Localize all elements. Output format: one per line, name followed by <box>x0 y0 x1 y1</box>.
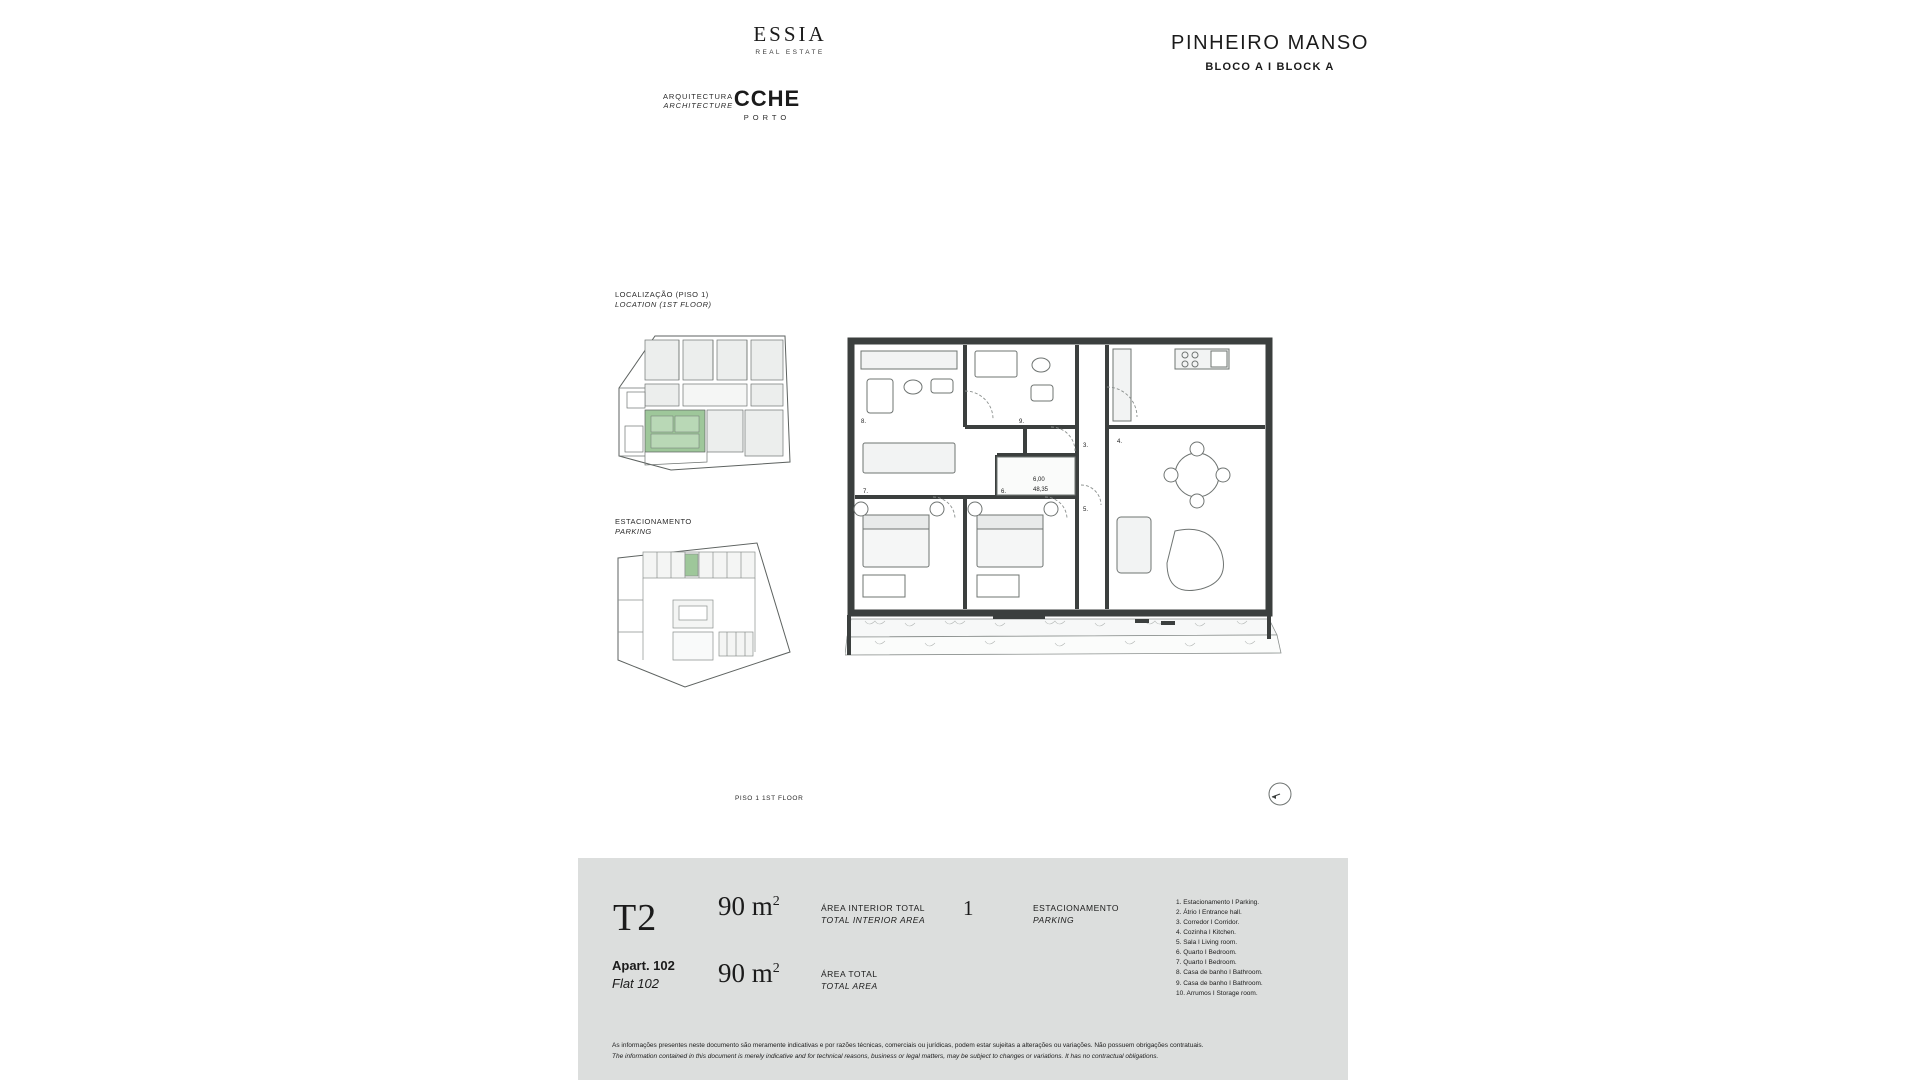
total-area-number: 90 m <box>718 958 773 988</box>
interior-area-label-pt: ÁREA INTERIOR TOTAL <box>821 903 925 913</box>
architect-city: PORTO <box>743 113 791 122</box>
summary-panel <box>578 858 1348 1080</box>
interior-area-number: 90 m <box>718 891 773 921</box>
brand-name: ESSIA <box>753 22 827 46</box>
typology-label: T2 <box>613 897 658 939</box>
disclaimer-en: The information contained in this document is merely indicative and for technical reasons, business or legal matters, may be subject to changes or variations. It has no contractual obligations. <box>612 1052 1159 1060</box>
total-area-exponent: 2 <box>772 961 780 976</box>
parking-caption-en: PARKING <box>615 527 652 537</box>
parking-count: 1 <box>963 896 974 920</box>
location-caption-en: LOCATION (1ST FLOOR) <box>615 300 712 310</box>
parking-caption-pt: ESTACIONAMENTO <box>615 517 692 526</box>
legend-item: 6. Quarto I Bedroom. <box>1176 949 1237 957</box>
main-floor-plan <box>845 335 1285 665</box>
project-block-label: BLOCO A I BLOCK A <box>1205 61 1335 73</box>
location-caption <box>615 290 712 310</box>
architecture-label-pt: ARQUITECTURA <box>663 92 733 101</box>
location-key-plan <box>615 330 793 475</box>
room-number-9: 9. <box>1019 419 1025 425</box>
total-area-value <box>718 958 780 989</box>
parking-label-en: PARKING <box>1033 915 1075 926</box>
legend-item: 4. Cozinha I Kitchen. <box>1176 929 1236 937</box>
parking-key-plan <box>615 540 793 690</box>
parking-caption <box>615 517 692 537</box>
interior-area-label-en: TOTAL INTERIOR AREA <box>821 915 926 926</box>
total-area-label-pt: ÁREA TOTAL <box>821 969 878 979</box>
legend-item: 8. Casa de banho I Bathroom. <box>1176 969 1263 977</box>
room-legend <box>1176 898 1263 999</box>
architecture-label-en: ARCHITECTURE <box>663 101 733 110</box>
room-number-3: 3. <box>1083 443 1089 449</box>
parking-label <box>1033 902 1119 927</box>
project-title-block <box>1060 32 1480 73</box>
parking-label-pt: ESTACIONAMENTO <box>1033 903 1120 913</box>
interior-area-value <box>718 891 780 922</box>
disclaimer <box>612 1040 1322 1062</box>
disclaimer-pt: As informações presentes neste documento são meramente indicativas e por razões técnicas, comerciais ou jurídicas, podem estar sujeitas a alterações ou variações. Não possuem obrigações contratuais. <box>612 1041 1204 1049</box>
legend-item: 7. Quarto I Bedroom. <box>1176 959 1237 967</box>
legend-item: 9. Casa de banho I Bathroom. <box>1176 979 1263 987</box>
brand-tagline: REAL ESTATE <box>755 49 825 56</box>
compass-icon <box>1264 778 1296 810</box>
brand-logo <box>700 22 880 56</box>
interior-area-exponent: 2 <box>772 894 780 909</box>
room-number-4: 4. <box>1117 439 1123 445</box>
room-area-2: 6,00 <box>1033 477 1045 483</box>
legend-item: 2. Átrio I Entrance hall. <box>1176 909 1242 917</box>
apartment-label-pt: Apart. 102 <box>612 958 675 973</box>
architect-logo <box>712 88 822 122</box>
page-title: PINHEIRO MANSO <box>1171 32 1369 54</box>
legend-item: 3. Corredor I Corridor. <box>1176 919 1240 927</box>
floor-note: PISO 1 1ST FLOOR <box>735 795 804 802</box>
architect-name: CCHE <box>733 86 801 111</box>
legend-item: 10. Arrumos I Storage room. <box>1176 989 1258 997</box>
room-number-5: 5. <box>1083 507 1089 513</box>
interior-area-label <box>821 902 925 927</box>
room-number-8: 8. <box>861 419 867 425</box>
total-area-label <box>821 968 878 993</box>
apartment-label-en: Flat 102 <box>612 976 659 991</box>
room-area-1: 48,35 <box>1033 487 1049 493</box>
total-area-label-en: TOTAL AREA <box>821 981 878 992</box>
legend-item: 1. Estacionamento I Parking. <box>1176 899 1260 906</box>
room-number-7: 7. <box>863 489 869 495</box>
room-number-6: 6. <box>1001 489 1007 495</box>
location-caption-pt: LOCALIZAÇÃO (PISO 1) <box>615 290 709 299</box>
legend-item: 5. Sala I Living room. <box>1176 939 1238 947</box>
